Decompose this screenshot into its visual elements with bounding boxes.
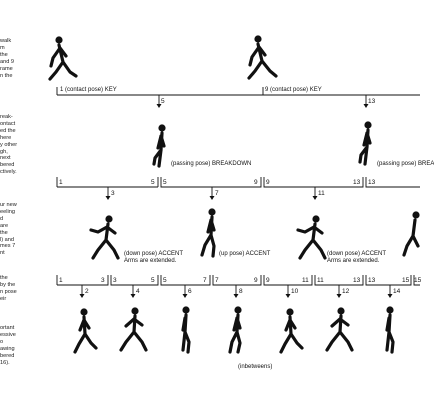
row4-tick: 9 <box>254 277 258 284</box>
walk-figure-icon <box>230 306 242 352</box>
walk-figure-icon <box>360 121 372 164</box>
row2-bracket <box>57 177 420 187</box>
accent-label-down-2 <box>327 251 386 265</box>
row2-tick: 9 <box>254 179 258 186</box>
side-text-block-4 <box>0 275 17 303</box>
side-text-line: ortant <box>0 325 15 331</box>
side-text-line: reak- <box>0 114 13 120</box>
walk-figure-icon <box>404 211 420 255</box>
row2-breakdown-label-right: (passing pose) BREA <box>377 161 434 167</box>
side-text-line: ed the <box>0 127 16 134</box>
row4-tick: 5 <box>151 277 155 284</box>
side-text-line: bered <box>0 162 15 169</box>
side-text-block-5 <box>0 325 16 366</box>
arrow-down-icon <box>80 294 85 298</box>
row4-tick: 15 <box>414 277 422 284</box>
row2-arrow-label: 3 <box>111 190 115 197</box>
row4-tick: 1 <box>59 277 63 284</box>
side-text-line: are <box>0 222 9 229</box>
walk-figure-icon <box>249 35 276 78</box>
side-text-line: l) and <box>0 236 14 243</box>
arrow-down-icon <box>131 294 136 298</box>
side-text-line: d <box>0 215 4 222</box>
side-text-block-2 <box>0 114 17 176</box>
side-text-line: ctively. <box>0 169 17 176</box>
row2-tick: 13 <box>368 179 376 186</box>
arrow-down-icon <box>234 294 239 298</box>
side-text-line: awing <box>0 345 15 352</box>
arrow-down-icon <box>183 294 188 298</box>
accent-label-text: (down pose) ACCENT <box>327 251 387 257</box>
row2-breakdown-label-left: (passing pose) BREAKDOWN <box>171 161 252 167</box>
side-text-line: by the <box>0 281 16 288</box>
row4-tick: 5 <box>163 277 167 284</box>
row4-arrow-label: 14 <box>393 288 401 295</box>
side-text-line: m <box>0 44 5 51</box>
row1-key-label-left: 1 (contact pose) KEY <box>60 87 117 93</box>
side-text-line: y other <box>0 141 18 148</box>
arrow-down-icon <box>286 294 291 298</box>
row2-tick: 13 <box>353 179 361 186</box>
row1-arrow-label: 5 <box>161 98 165 105</box>
row4-tick: 3 <box>113 277 117 284</box>
walk-figure-icon <box>182 306 189 352</box>
side-text-line: 16). <box>0 359 10 366</box>
walk-figure-icon <box>75 308 96 352</box>
side-text-line: next <box>0 155 11 162</box>
row2-tick: 1 <box>59 179 63 186</box>
side-text-line: n pose <box>0 288 17 295</box>
row2-tick: 9 <box>266 179 270 186</box>
row4-arrow-label: 8 <box>239 288 243 295</box>
walk-figure-icon <box>202 208 216 256</box>
walk-figure-icon <box>386 306 393 352</box>
row4-bracket <box>57 275 420 285</box>
arrow-down-icon <box>106 196 111 200</box>
row1-key-label-right: 9 (contact pose) KEY <box>265 87 322 93</box>
row2-tick: 5 <box>151 179 155 186</box>
row4-tick: 11 <box>317 277 324 284</box>
arrow-down-icon <box>388 294 393 298</box>
side-text-line: bered <box>0 352 15 359</box>
walk-figure-icon <box>91 215 118 258</box>
row4-tick: 15 <box>402 277 410 284</box>
side-text-line: gh, <box>0 148 8 155</box>
row4-arrow-label: 4 <box>136 288 140 295</box>
arrow-down-icon <box>313 196 318 200</box>
side-text-line: rame <box>0 65 13 72</box>
row2-arrow-label: 7 <box>215 190 219 197</box>
accent-label-down <box>124 251 183 265</box>
accent-label-text: (down pose) ACCENT <box>124 251 184 257</box>
row4-arrow-label: 12 <box>342 288 350 295</box>
row2-tick: 5 <box>163 179 167 186</box>
row1-arrow-label: 13 <box>368 98 376 105</box>
side-text-line: essive <box>0 331 16 338</box>
walk-figure-icon <box>154 124 166 166</box>
side-text-line: eeling <box>0 208 15 215</box>
side-text-line: o <box>0 338 4 345</box>
side-text-line: the <box>0 51 8 58</box>
row4-arrow-label: 6 <box>188 288 192 295</box>
side-text-line: and 9 <box>0 58 14 65</box>
side-text-line: mes 7 <box>0 243 16 250</box>
side-text-line: n the <box>0 72 13 79</box>
side-text-line: ur new <box>0 202 17 208</box>
arrow-down-icon <box>210 196 215 200</box>
walk-figure-icon <box>327 307 352 350</box>
row4-tick: 3 <box>101 277 105 284</box>
row4-tick: 9 <box>266 277 270 284</box>
walk-figure-icon <box>121 307 146 350</box>
inbetweens-label: (inbetweens) <box>238 364 273 370</box>
row4-tick: 13 <box>353 277 361 284</box>
walk-figure-icon <box>298 215 325 258</box>
side-text-line: the <box>0 275 8 281</box>
row4-tick: 7 <box>203 277 207 284</box>
row2-arrow-label: 11 <box>318 190 325 197</box>
row4-tick: 7 <box>215 277 219 284</box>
row4-arrow-label: 10 <box>291 288 299 295</box>
side-text-line: the <box>0 229 8 236</box>
walk-figure-icon <box>281 308 302 352</box>
accent-label-text: (up pose) ACCENT <box>219 251 271 257</box>
side-text-line: eir <box>0 295 7 302</box>
row4-tick: 13 <box>368 277 376 284</box>
row4-tick: 11 <box>302 277 309 284</box>
side-text-block-1 <box>0 38 14 79</box>
accent-label-sub: Arms are extended. <box>327 258 380 264</box>
side-text-line: here <box>0 134 12 141</box>
accent-label-up <box>219 251 270 258</box>
walk-figure-icon <box>50 36 76 79</box>
arrow-down-icon <box>337 294 342 298</box>
side-text-line: nt <box>0 250 5 257</box>
side-text-line: ontact <box>0 120 16 127</box>
side-text-line: walk <box>0 38 12 44</box>
row4-arrow-label: 2 <box>85 288 89 295</box>
accent-label-sub: Arms are extended. <box>124 258 177 264</box>
side-text-block-3 <box>0 202 17 257</box>
